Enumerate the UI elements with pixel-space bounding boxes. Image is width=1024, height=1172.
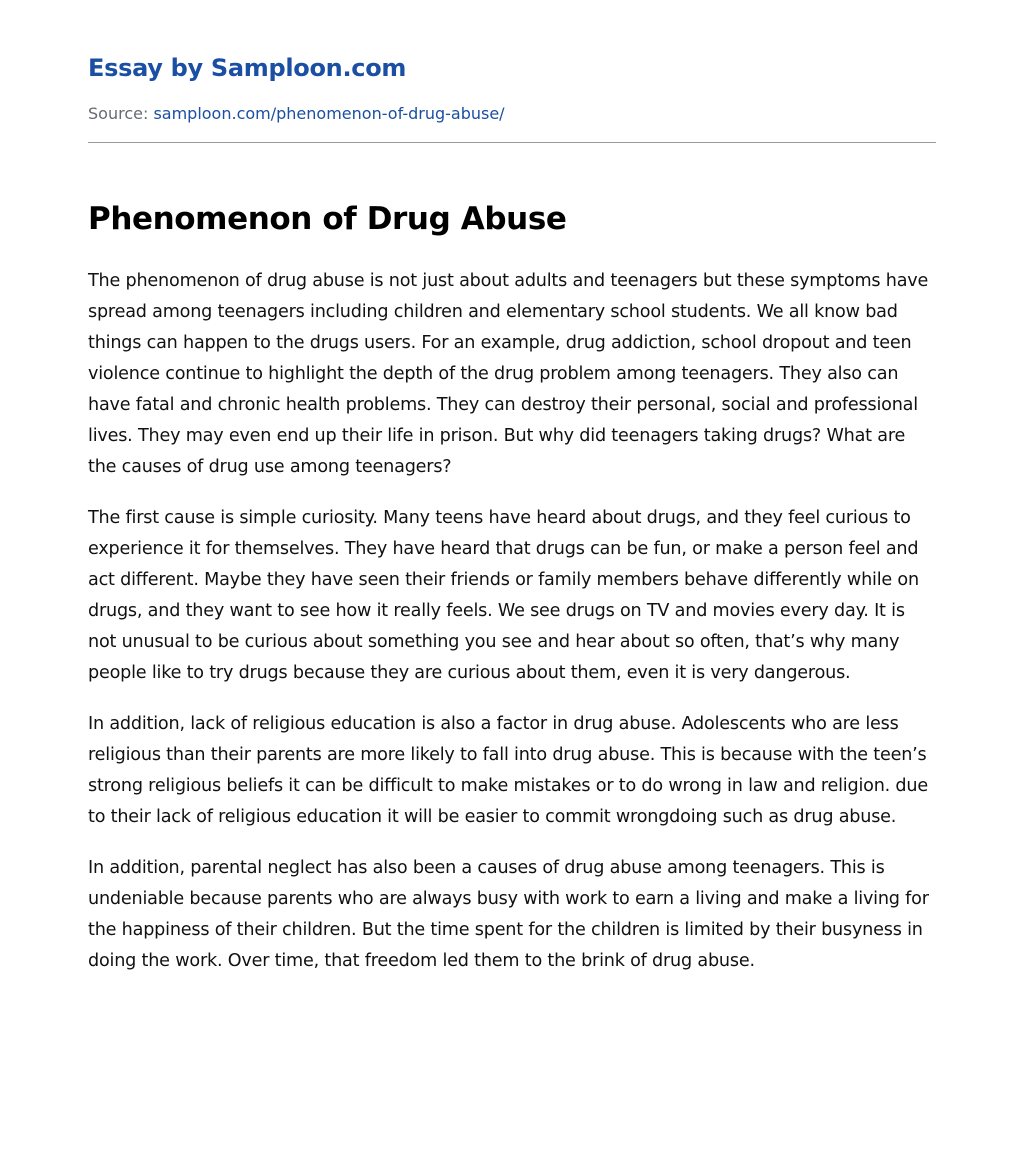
source-line xyxy=(88,103,936,125)
essay-body xyxy=(88,266,936,977)
source-link[interactable]: samploon.com/phenomenon-of-drug-abuse/ xyxy=(153,104,505,123)
essay-paragraph: In addition, parental neglect has also been a causes of drug abuse among teenagers. This is undeniable because parents who are always busy with work to earn a living and make a living for the happiness of their children. But the time spent for the children is limited by their busyness in doing the work. Over time, that freedom led them to the brink of drug abuse. xyxy=(88,858,929,971)
essay-page xyxy=(88,0,936,997)
source-label: Source: xyxy=(88,104,149,123)
essay-paragraph: In addition, lack of religious education is also a factor in drug abuse. Adolescents who are less religious than their parents are more likely to fall into drug abuse. This is because with the teen’s strong religious beliefs it can be difficult to make mistakes or to do wrong in law and religion. due to their lack of religious education it will be easier to commit wrongdoing such as drug abuse. xyxy=(88,714,928,827)
essay-paragraph: The phenomenon of drug abuse is not just about adults and teenagers but these symptoms have spread among teenagers including children and elementary school students. We all know bad things can happen to the drugs users. For an example, drug addiction, school dropout and teen violence continue to highlight the depth of the drug problem among teenagers. They also can have fatal and chronic health problems. They can destroy their personal, social and professional lives. They may even end up their life in prison. But why did teenagers taking drugs? What are the causes of drug use among teenagers? xyxy=(88,271,929,477)
essay-title: Phenomenon of Drug Abuse xyxy=(88,201,567,237)
essay-paragraph: The first cause is simple curiosity. Many teens have heard about drugs, and they feel curious to experience it for themselves. They have heard that drugs can be fun, or make a person feel and act different. Maybe they have seen their friends or family members behave differently while on drugs, and they want to see how it really feels. We see drugs on TV and movies every day. It is not unusual to be curious about something you see and hear about so often, that’s why many people like to try drugs because they are curious about them, even it is very dangerous. xyxy=(88,508,919,683)
header-divider xyxy=(88,142,936,143)
brand-title[interactable]: Essay by Samploon.com xyxy=(88,54,407,82)
